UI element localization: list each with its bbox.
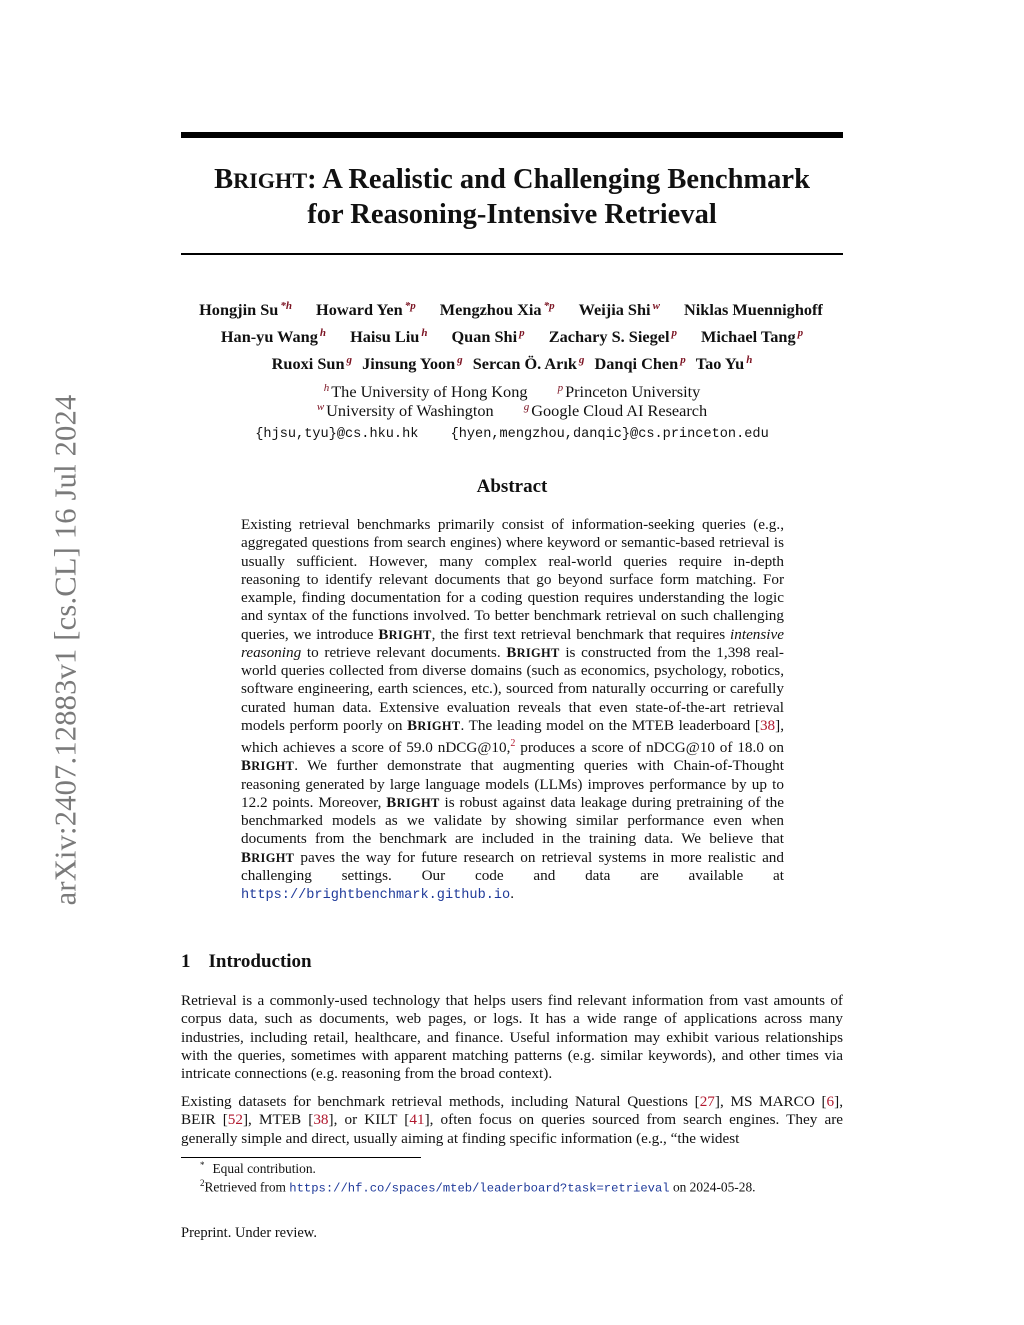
abstract-text: ], which achieves a score of 59.0 nDCG@10, xyxy=(241,716,784,757)
author-name: Quan Shi xyxy=(451,327,518,346)
affiliation-name: The University of Hong Kong xyxy=(331,382,528,401)
brand-initial: B xyxy=(407,717,418,734)
brand-name xyxy=(241,851,294,865)
author-row-3 xyxy=(181,354,843,374)
author xyxy=(316,300,416,319)
abstract-text: Existing retrieval benchmarks primarily consist of information-seeking queries (e.g., aggregated questions from search engines) where keyword or semantic-based retrieval is usually sufficient. However, many complex real-world queries require in-depth reasoning to identify relevant documents that go beyond surface form matching. For example, finding documentation for a coding question requires understanding the logic and syntax of the functions involved. To better benchmark retrieval on such challenging queries, we introduce xyxy=(241,516,784,643)
brand-name xyxy=(407,719,460,733)
author xyxy=(473,354,585,373)
author-affiliation-mark: p xyxy=(797,327,804,339)
brand-initial: B xyxy=(506,644,517,661)
abstract-text: . xyxy=(510,885,514,903)
abstract-body xyxy=(241,516,784,905)
intro-paragraph-2 xyxy=(181,1093,843,1148)
abstract-text: paves the way for future research on retrieval systems in more realistic and challenging settings. Our code and data are available at xyxy=(241,848,784,884)
brand-initial: B xyxy=(241,849,252,866)
brand-name xyxy=(241,759,294,773)
footnote-2 xyxy=(200,1178,756,1195)
author xyxy=(595,354,686,373)
abstract-text: . We further demonstrate that augmenting queries with Chain-of-Thought reasoning generated by large language models (LLMs) improves performance by up to 12.2 points. Moreover, xyxy=(241,757,784,811)
affiliation-row-1 xyxy=(181,382,843,402)
email-hku[interactable]: {hjsu,tyu}@cs.hku.hk xyxy=(255,427,419,442)
citation-link[interactable]: 38 xyxy=(759,716,776,734)
title-bottom-rule xyxy=(181,253,843,255)
author-emails xyxy=(181,427,843,442)
brand-rest: RIGHT xyxy=(516,645,560,660)
brand-name xyxy=(378,628,431,642)
affiliation-row-2 xyxy=(181,401,843,421)
footnote-text: Equal contribution. xyxy=(212,1161,316,1177)
brand-rest: RIGHT xyxy=(251,850,295,865)
title-line2: for Reasoning-Intensive Retrieval xyxy=(307,199,717,230)
author-name: Weijia Shi xyxy=(578,300,651,319)
title-brand xyxy=(214,164,307,195)
citation-link[interactable]: 38 xyxy=(313,1111,329,1129)
brand-rest: RIGHT xyxy=(251,759,295,774)
section-number: 1 xyxy=(181,951,191,972)
affiliation xyxy=(317,401,494,420)
affiliation xyxy=(524,401,707,420)
paragraph-text: ], BEIR [ xyxy=(181,1093,843,1129)
brand-name xyxy=(506,646,559,660)
author-affiliation-mark: g xyxy=(578,354,585,366)
abstract-heading: Abstract xyxy=(476,476,548,497)
author-name: Michael Tang xyxy=(701,327,796,346)
paragraph-text: ], often focus on queries sourced from search engines. They are generally simple and direct, usually aiming at finding specific information (e.g., “the widest xyxy=(181,1111,844,1147)
section-heading-introduction xyxy=(181,951,312,973)
author xyxy=(701,327,803,346)
arxiv-identifier: arXiv:2407.12883v1 [cs.CL] 16 Jul 2024 xyxy=(48,394,83,906)
brand-rest: RIGHT xyxy=(396,795,440,810)
author-affiliation-mark: *p xyxy=(543,300,555,312)
affiliation-name: University of Washington xyxy=(326,401,494,420)
footnote-divider xyxy=(181,1157,421,1158)
leaderboard-url-link[interactable]: https://hf.co/spaces/mteb/leaderboard?task=retrieval xyxy=(289,1181,670,1196)
affiliation-mark: p xyxy=(557,382,564,394)
section-title: Introduction xyxy=(208,951,312,972)
author xyxy=(350,327,427,346)
author-name: Danqi Chen xyxy=(594,354,679,373)
abstract-text: to retrieve relevant documents. xyxy=(301,643,507,661)
author xyxy=(452,327,525,346)
author-name: Zachary S. Siegel xyxy=(548,327,670,346)
author-affiliation-mark: h xyxy=(746,354,753,366)
author-affiliation-mark: *p xyxy=(404,300,416,312)
author-affiliation-mark: p xyxy=(680,354,686,366)
author-name: Howard Yen xyxy=(316,300,403,319)
brand-initial: B xyxy=(241,758,252,775)
citation-link[interactable]: 6 xyxy=(826,1093,835,1110)
brand-name xyxy=(386,796,439,810)
affiliation xyxy=(558,382,701,401)
affiliation xyxy=(324,382,528,401)
paper-title xyxy=(181,163,843,232)
author-affiliation-mark: p xyxy=(671,327,677,339)
author xyxy=(272,354,352,373)
author xyxy=(199,300,292,319)
author-name: Jinsung Yoon xyxy=(362,354,456,373)
author-name: Hongjin Su xyxy=(199,300,279,319)
author-affiliation-mark: p xyxy=(519,327,525,339)
author-affiliation-mark: *h xyxy=(280,300,292,312)
brand-initial: B xyxy=(386,794,397,811)
author xyxy=(579,300,660,319)
author-row-2 xyxy=(181,327,843,347)
author-row-1 xyxy=(181,300,843,320)
footnote-text: on 2024-05-28. xyxy=(669,1179,756,1195)
author-name: Niklas Muennighoff xyxy=(683,300,823,319)
author xyxy=(684,300,825,319)
footnote-mark: 2 xyxy=(200,1178,205,1188)
author xyxy=(362,354,463,373)
affiliation-name: Google Cloud AI Research xyxy=(531,401,708,420)
page-footer: Preprint. Under review. xyxy=(181,1225,317,1241)
project-url-link[interactable]: https://brightbenchmark.github.io xyxy=(241,888,511,904)
author xyxy=(549,327,677,346)
author-affiliation-mark: g xyxy=(457,354,463,366)
affiliation-mark: w xyxy=(316,401,325,413)
title-brand-rest: RIGHT xyxy=(233,168,308,193)
author xyxy=(696,354,753,373)
author-affiliation-mark: g xyxy=(346,354,353,366)
abstract-emphasis: intensive reasoning xyxy=(241,625,785,661)
paragraph-text: ], or KILT [ xyxy=(328,1111,410,1129)
intro-paragraph-1: Retrieval is a commonly-used technology that helps users find relevant information from vast amounts of corpus data, such as documents, web pages, or logs. It has a wide range of applications across many industries, including retail, healthcare, and finance. Useful information may exhibit various relationships with the queries, sometimes with apparent matching patterns (e.g. similar keywords), and other times via intricate connections (e.g. reasoning from the broad context). xyxy=(181,992,843,1083)
title-brand-initial: B xyxy=(214,164,234,195)
citation-link[interactable]: 27 xyxy=(699,1093,715,1110)
affiliation-mark: g xyxy=(523,401,530,413)
author-name: Mengzhou Xia xyxy=(439,300,542,319)
author-name: Tao Yu xyxy=(695,354,745,373)
author-affiliation-mark: h xyxy=(319,327,326,339)
affiliation-mark: h xyxy=(323,382,330,394)
title-top-rule xyxy=(181,132,843,138)
paragraph-text: ], MS MARCO [ xyxy=(714,1093,827,1110)
paragraph-text: Existing datasets for benchmark retrieval methods, including Natural Questions [ xyxy=(181,1093,700,1110)
brand-initial: B xyxy=(378,626,389,643)
abstract-text: is constructed from the 1,398 real-world queries collected from diverse domains (such as economics, psychology, robotics, software engineering, earth sciences, etc.), sourced from naturally occurring or carefully curated human data. Extensive evaluation reveals that even state-of-the-art retrieval models perform poorly on xyxy=(241,643,784,734)
author-affiliation-mark: h xyxy=(421,327,428,339)
paragraph-text: ], MTEB [ xyxy=(242,1111,314,1129)
title-line1: : A Realistic and Challenging Benchmark xyxy=(307,164,810,195)
author-name: Ruoxi Sun xyxy=(271,354,345,373)
citation-link[interactable]: 52 xyxy=(227,1111,243,1129)
footnote-mark: * xyxy=(200,1160,205,1170)
brand-rest: RIGHT xyxy=(388,627,432,642)
email-princeton[interactable]: {hyen,mengzhou,danqic}@cs.princeton.edu xyxy=(450,427,769,442)
abstract-text: . The leading model on the MTEB leaderboard [ xyxy=(460,716,760,734)
brand-rest: RIGHT xyxy=(417,718,461,733)
author xyxy=(440,300,555,319)
author-name: Han-yu Wang xyxy=(220,327,318,346)
abstract-text: is robust against data leakage during pretraining of the benchmarked models as we validate by showing similar performance even when documents from the benchmark are included in the training data. We believe that xyxy=(241,793,784,848)
abstract-text: produces a score of nDCG@10 of 18.0 on xyxy=(515,739,784,757)
footnote-text: Retrieved from xyxy=(204,1179,290,1195)
author-name: Haisu Liu xyxy=(350,327,420,346)
affiliation-name: Princeton University xyxy=(565,382,701,401)
footnote-link[interactable]: 2 xyxy=(510,738,516,749)
author xyxy=(221,327,326,346)
footnote-1 xyxy=(200,1160,316,1177)
abstract-text: , the first text retrieval benchmark that requires xyxy=(431,625,731,643)
author-name: Sercan Ö. Arık xyxy=(472,354,577,373)
citation-link[interactable]: 41 xyxy=(409,1111,425,1129)
author-affiliation-mark: w xyxy=(652,300,660,312)
